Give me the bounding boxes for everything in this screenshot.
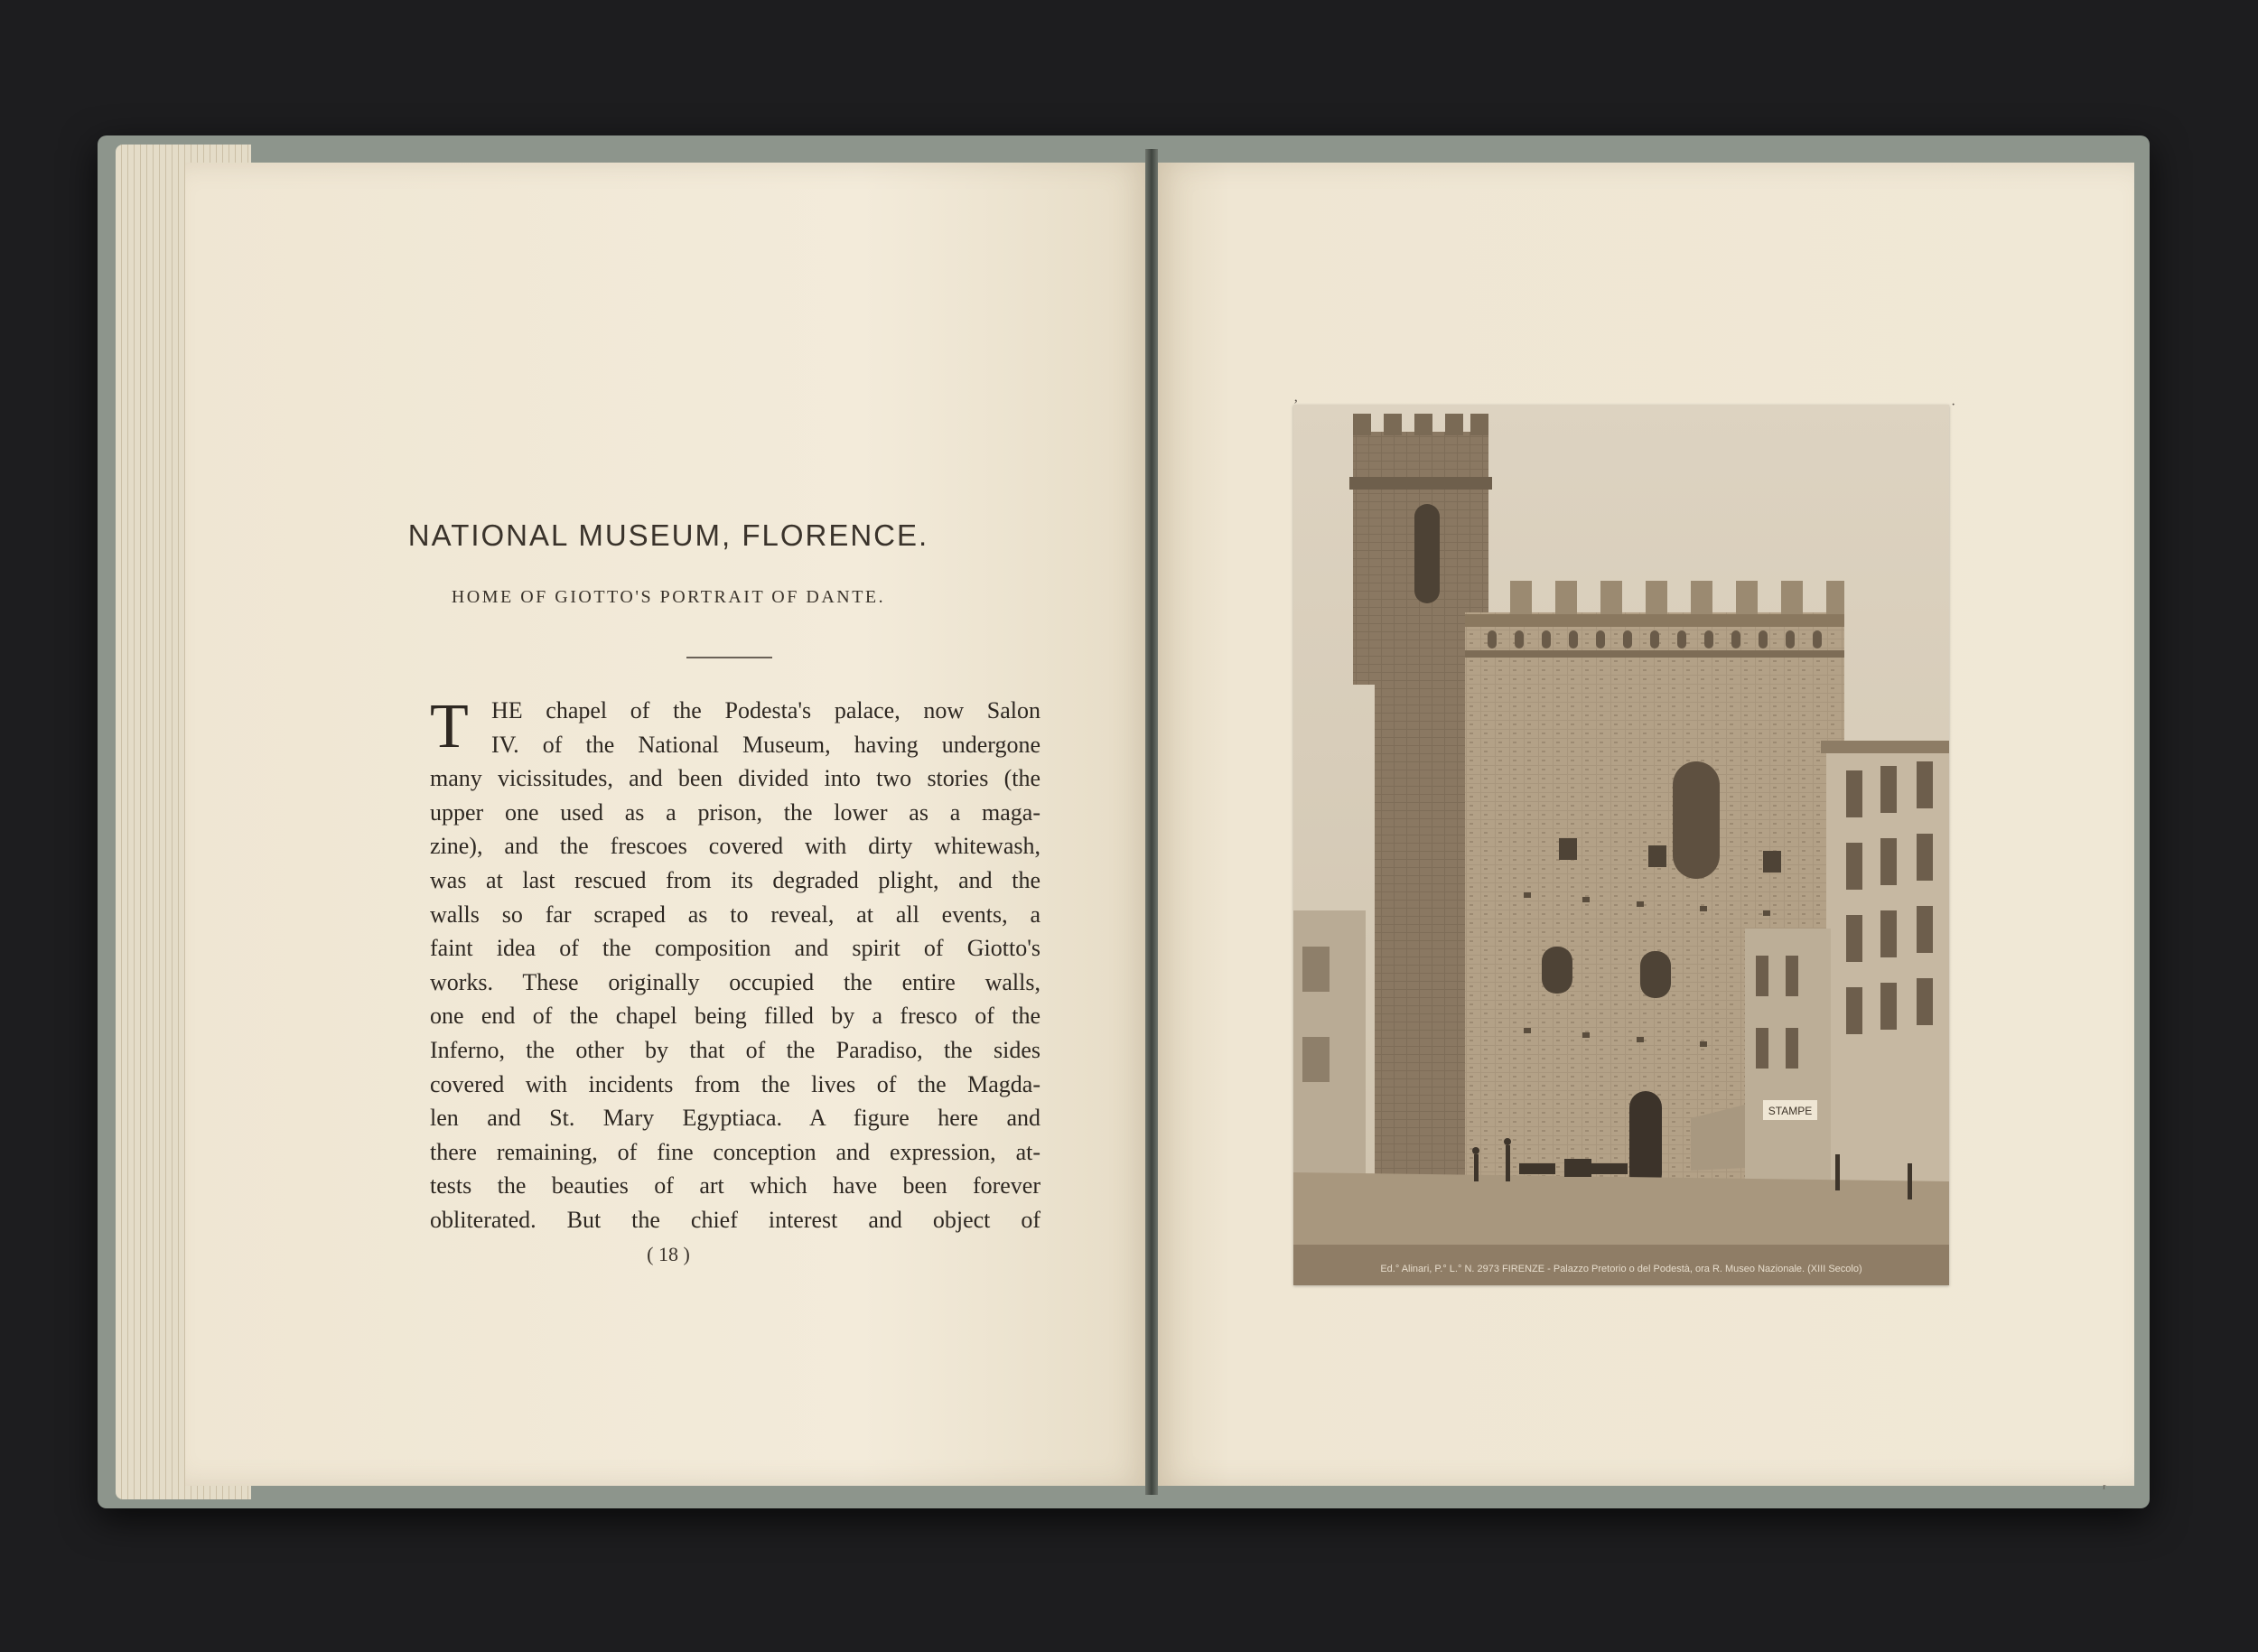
text-line: one end of the chapel being filled by a fresco of the [430,1003,1040,1030]
page-number: ( 18 ) [647,1243,690,1265]
drop-cap: T [430,692,469,761]
mounted-photograph [1293,405,1949,1285]
corner-mark: · [1951,397,1956,413]
photo-caption: Ed.° Alinari, P.° L.° N. 2973 FIRENZE - Palazzo Pretorio o del Podestà, ora R. Museo Nazionale. (XIII Secolo) [1380,1264,1862,1274]
text-line: tests the beauties of art which have been forever [430,1172,1040,1199]
text-line: zine), and the frescoes covered with dirty whitewash, [430,833,1040,860]
text-line: many vicissitudes, and been divided into two stories (the [430,765,1040,792]
text-line: covered with incidents from the lives of the Magda- [430,1070,1040,1097]
text-line: was at last rescued from its degraded plight, and the [430,866,1040,893]
text-line: there remaining, of fine conception and expression, at- [430,1138,1040,1165]
page-title: NATIONAL MUSEUM, FLORENCE. [407,518,929,552]
shop-sign-text: STAMPE [1768,1105,1813,1117]
text-line: works. These originally occupied the entire walls, [430,968,1040,995]
text-line: walls so far scraped as to reveal, at all events, a [430,901,1040,928]
page-subtitle: HOME OF GIOTTO'S PORTRAIT OF DANTE. [451,587,886,607]
text-line: IV. of the National Museum, having undergone [491,731,1040,758]
divider-rule [686,657,772,658]
corner-mark: ʳ [2103,1481,2106,1497]
text-line: len and St. Mary Egyptiaca. A figure here and [430,1105,1040,1132]
text-line: faint idea of the composition and spirit of Giotto's [430,935,1040,962]
book-gutter [1145,149,1158,1495]
palazzo-photo-illustration [1293,405,1949,1285]
body-text [430,694,1040,1237]
text-line: upper one used as a prison, the lower as a maga- [430,798,1040,826]
text-line: obliterated. But the chief interest and object of [430,1206,1040,1233]
text-line: Inferno, the other by that of the Paradiso, the sides [430,1036,1040,1063]
text-line: HE chapel of the Podesta's palace, now Salon [491,697,1040,723]
